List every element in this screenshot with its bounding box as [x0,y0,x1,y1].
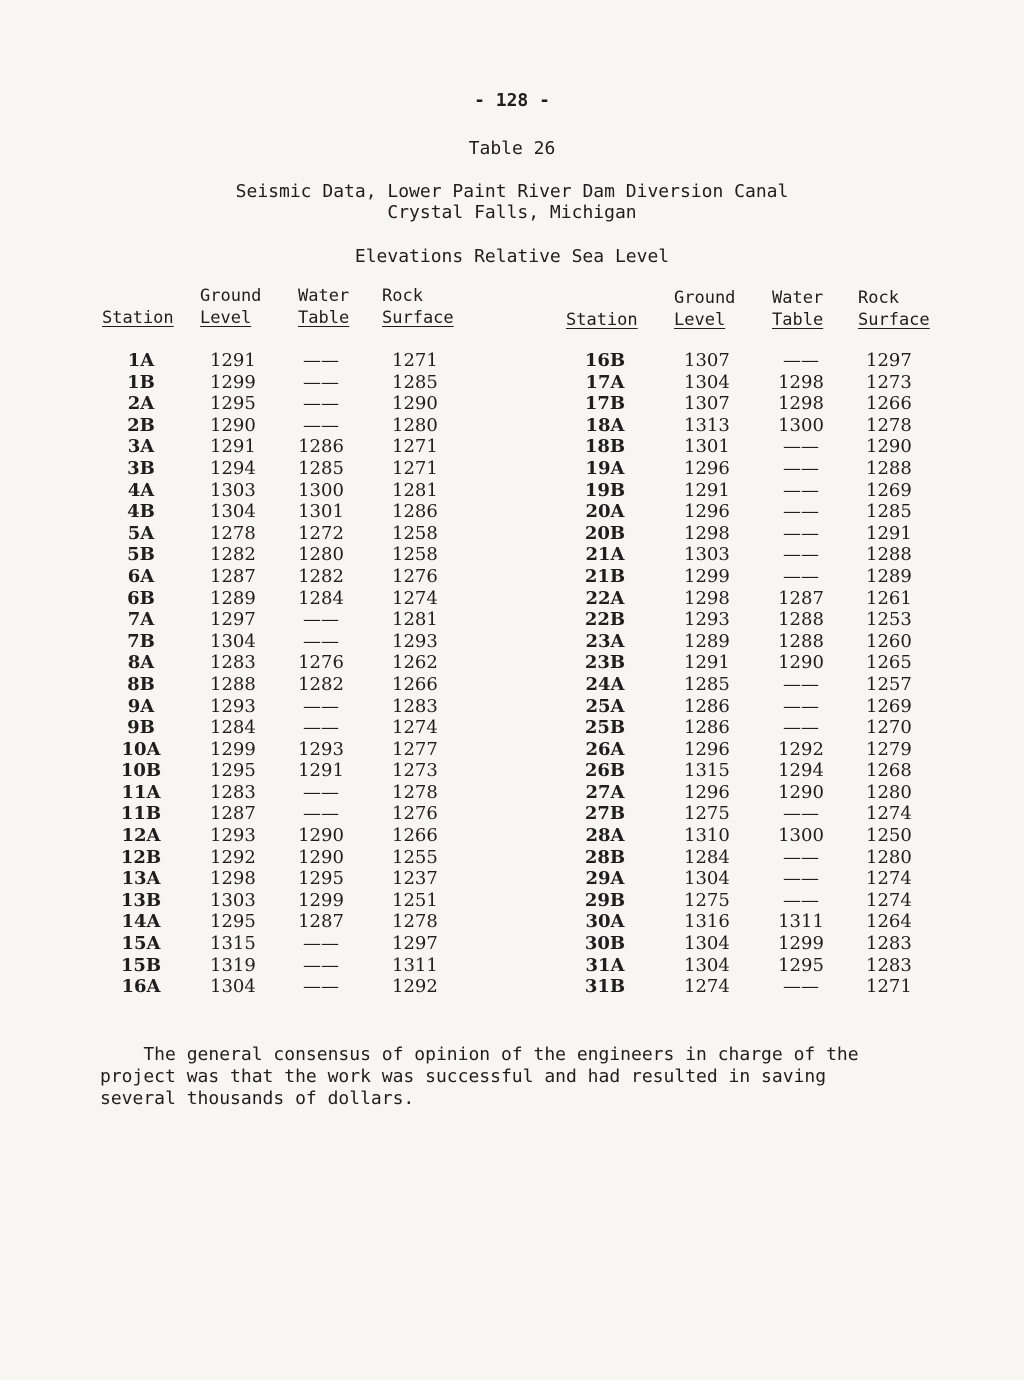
rock-surface-cell: 1266 [866,393,912,415]
rock-surface-cell: 1251 [392,889,438,911]
water-table-cell: —— [783,868,819,890]
water-table-cell: 1282 [298,673,344,695]
station-cell: 13A [121,868,161,890]
water-table-cell: —— [783,803,819,825]
ground-level-cell: 1275 [684,803,730,825]
station-cell: 4B [127,501,155,523]
station-cell: 21B [584,565,626,587]
station-cell: 24A [585,673,625,695]
header-rock-line1: Rock [382,286,423,306]
header-ground-line2: Level [200,308,252,328]
rock-surface-cell: 1273 [392,760,438,782]
ground-level-cell: 1296 [684,738,730,760]
station-cell: 13B [120,889,162,911]
ground-level-cell: 1299 [210,738,256,760]
water-table-cell: —— [783,976,819,998]
ground-level-cell: 1299 [210,371,256,393]
station-cell: 20B [584,522,626,544]
ground-level-cell: 1315 [210,933,256,955]
rock-surface-cell: 1285 [392,371,438,393]
station-cell: 17A [585,371,625,393]
ground-level-cell: 1301 [684,436,730,458]
rock-surface-cell: 1270 [866,717,912,739]
water-table-cell: —— [303,630,339,652]
water-table-cell: 1286 [298,436,344,458]
rock-surface-cell: 1266 [392,673,438,695]
ground-level-cell: 1298 [210,868,256,890]
water-table-cell: 1291 [298,760,344,782]
water-table-cell: 1295 [298,868,344,890]
water-table-cell: 1295 [778,954,824,976]
water-table-cell: —— [303,695,339,717]
ground-level-cell: 1295 [210,393,256,415]
water-table-cell: 1299 [778,933,824,955]
station-cell: 19B [584,479,626,501]
station-cell: 21A [585,544,625,566]
ground-level-cell: 1296 [684,457,730,479]
station-cell: 9B [127,717,155,739]
ground-level-cell: 1303 [684,544,730,566]
water-table-cell: —— [303,350,339,371]
water-table-cell: 1282 [298,565,344,587]
water-table-cell: —— [783,673,819,695]
ground-level-cell: 1292 [210,846,256,868]
rock-surface-cell: 1273 [866,371,912,393]
water-table-cell: 1290 [778,781,824,803]
station-cell: 22A [585,587,625,609]
station-cell: 12B [120,846,162,868]
water-table-cell: 1284 [298,587,344,609]
ground-level-cell: 1293 [684,609,730,631]
rock-surface-cell: 1257 [866,673,912,695]
station-cell: 6A [127,565,155,587]
ground-level-cell: 1304 [210,501,256,523]
rock-surface-cell: 1280 [866,846,912,868]
station-cell: 19A [585,457,625,479]
station-cell: 27A [585,781,625,803]
water-table-cell: 1287 [778,587,824,609]
station-cell: 10A [121,738,161,760]
header-ground-line2: Level [674,310,726,330]
station-cell: 20A [585,501,625,523]
closing-paragraph: The general consensus of opinion of the engineers in charge of the project was that the work was successful and had resulted in saving several thousands of dollars. [100,1044,859,1109]
water-table-cell: —— [783,436,819,458]
station-cell: 26A [585,738,625,760]
ground-level-cell: 1278 [210,522,256,544]
rock-surface-cell: 1269 [866,695,912,717]
water-table-cell: 1293 [298,738,344,760]
rock-surface-cell: 1264 [866,911,912,933]
ground-level-cell: 1283 [210,781,256,803]
water-table-cell: 1311 [778,911,824,933]
rock-surface-cell: 1292 [392,976,438,998]
station-cell: 26B [584,760,626,782]
water-table-cell: 1300 [778,825,824,847]
rock-surface-cell: 1268 [866,760,912,782]
station-cell: 22B [584,609,626,631]
rock-surface-cell: 1288 [866,544,912,566]
water-table-cell: —— [303,933,339,955]
water-table-cell: —— [303,803,339,825]
water-table-cell: —— [303,609,339,631]
station-cell: 8B [127,673,155,695]
rock-surface-cell: 1285 [866,501,912,523]
station-cell: 31A [585,954,625,976]
rock-surface-cell: 1281 [392,609,438,631]
ground-level-cell: 1307 [684,393,730,415]
page-number: - 128 - [474,90,550,111]
water-table-cell: 1299 [298,889,344,911]
station-cell: 11B [120,803,162,825]
water-table-cell: 1287 [298,911,344,933]
ground-level-cell: 1291 [210,436,256,458]
rock-surface-cell: 1277 [392,738,438,760]
rock-surface-cell: 1269 [866,479,912,501]
rock-surface-cell: 1283 [866,954,912,976]
station-cell: 4A [127,479,155,501]
rock-surface-cell: 1258 [392,522,438,544]
header-water-line2: Table [298,308,350,328]
ground-level-cell: 1293 [210,825,256,847]
water-table-cell: —— [783,457,819,479]
water-table-cell: 1280 [298,544,344,566]
rock-surface-cell: 1291 [866,522,912,544]
water-table-cell: 1290 [298,825,344,847]
water-table-cell: —— [783,479,819,501]
ground-level-cell: 1304 [684,868,730,890]
water-table-cell: —— [783,544,819,566]
station-cell: 7B [127,630,155,652]
water-table-cell: 1294 [778,760,824,782]
rock-surface-cell: 1253 [866,609,912,631]
station-cell: 15A [121,933,161,955]
table-title: Table 26 [468,138,556,159]
ground-level-cell: 1319 [210,954,256,976]
station-cell: 30B [584,933,626,955]
water-table-cell: —— [303,976,339,998]
station-cell: 9A [127,695,155,717]
rock-surface-cell: 1276 [392,803,438,825]
rock-surface-cell: 1311 [392,954,438,976]
rock-surface-cell: 1260 [866,630,912,652]
water-table-cell: —— [303,393,339,415]
water-table-cell: 1288 [778,630,824,652]
header-station: Station [102,308,174,328]
ground-level-cell: 1291 [684,479,730,501]
header-water-line2: Table [772,310,824,330]
water-table-cell: 1272 [298,522,344,544]
water-table-cell: 1292 [778,738,824,760]
ground-level-cell: 1287 [210,803,256,825]
rock-surface-cell: 1281 [392,479,438,501]
ground-level-cell: 1315 [684,760,730,782]
water-table-cell: 1301 [298,501,344,523]
ground-level-cell: 1307 [684,350,730,371]
rock-surface-cell: 1278 [392,911,438,933]
water-table-cell: 1298 [778,371,824,393]
station-cell: 31B [584,976,626,998]
station-cell: 25B [584,717,626,739]
water-table-cell: —— [303,371,339,393]
rock-surface-cell: 1283 [866,933,912,955]
station-cell: 12A [121,825,161,847]
station-cell: 29A [585,868,625,890]
rock-surface-cell: 1261 [866,587,912,609]
ground-level-cell: 1275 [684,889,730,911]
station-cell: 1B [127,371,155,393]
station-cell: 23B [584,652,626,674]
station-cell: 2A [127,393,155,415]
rock-surface-cell: 1288 [866,457,912,479]
elevation-note: Elevations Relative Sea Level [354,246,670,267]
ground-level-cell: 1283 [210,652,256,674]
ground-level-cell: 1316 [684,911,730,933]
rock-surface-cell: 1274 [866,803,912,825]
ground-level-cell: 1285 [684,673,730,695]
header-rock-line2: Surface [382,308,454,328]
water-table-cell: —— [303,954,339,976]
water-table-cell: —— [783,889,819,911]
station-cell: 3B [127,457,155,479]
rock-surface-cell: 1290 [392,393,438,415]
ground-level-cell: 1310 [684,825,730,847]
rock-surface-cell: 1274 [866,868,912,890]
ground-level-cell: 1290 [210,414,256,436]
ground-level-cell: 1288 [210,673,256,695]
ground-level-cell: 1303 [210,889,256,911]
rock-surface-cell: 1274 [392,717,438,739]
ground-level-cell: 1289 [684,630,730,652]
rock-surface-cell: 1237 [392,868,438,890]
rock-surface-cell: 1271 [392,350,438,371]
station-cell: 28A [585,825,625,847]
ground-level-cell: 1304 [210,630,256,652]
station-cell: 10B [120,760,162,782]
ground-level-cell: 1287 [210,565,256,587]
water-table-cell: —— [783,695,819,717]
water-table-cell: —— [783,522,819,544]
station-cell: 16A [121,976,161,998]
station-cell: 18A [585,414,625,436]
ground-level-cell: 1304 [684,933,730,955]
ground-level-cell: 1295 [210,760,256,782]
station-cell: 23A [585,630,625,652]
water-table-cell: 1290 [778,652,824,674]
ground-level-cell: 1282 [210,544,256,566]
rock-surface-cell: 1250 [866,825,912,847]
station-cell: 7A [127,609,155,631]
rock-surface-cell: 1258 [392,544,438,566]
header-ground-line1: Ground [200,286,262,306]
station-cell: 2B [127,414,155,436]
rock-surface-cell: 1283 [392,695,438,717]
ground-level-cell: 1313 [684,414,730,436]
rock-surface-cell: 1271 [392,436,438,458]
station-cell: 27B [584,803,626,825]
header-water-line1: Water [772,288,824,308]
water-table-cell: —— [303,717,339,739]
rock-surface-cell: 1262 [392,652,438,674]
ground-level-cell: 1297 [210,609,256,631]
rock-surface-cell: 1255 [392,846,438,868]
ground-level-cell: 1286 [684,717,730,739]
ground-level-cell: 1284 [684,846,730,868]
rock-surface-cell: 1297 [866,350,912,371]
header-rock-line1: Rock [858,288,899,308]
ground-level-cell: 1274 [684,976,730,998]
ground-level-cell: 1286 [684,695,730,717]
rock-surface-cell: 1271 [392,457,438,479]
water-table-cell: 1300 [298,479,344,501]
ground-level-cell: 1296 [684,781,730,803]
header-water-line1: Water [298,286,350,306]
station-cell: 6B [127,587,155,609]
water-table-cell: —— [303,414,339,436]
water-table-cell: —— [783,717,819,739]
rock-surface-cell: 1279 [866,738,912,760]
station-cell: 14A [121,911,161,933]
rock-surface-cell: 1286 [392,501,438,523]
ground-level-cell: 1304 [684,954,730,976]
ground-level-cell: 1289 [210,587,256,609]
water-table-cell: —— [783,565,819,587]
header-ground-line1: Ground [674,288,736,308]
rock-surface-cell: 1276 [392,565,438,587]
ground-level-cell: 1298 [684,522,730,544]
ground-level-cell: 1298 [684,587,730,609]
ground-level-cell: 1303 [210,479,256,501]
station-cell: 28B [584,846,626,868]
ground-level-cell: 1296 [684,501,730,523]
station-cell: 18B [584,436,626,458]
station-cell: 17B [584,393,626,415]
rock-surface-cell: 1266 [392,825,438,847]
ground-level-cell: 1293 [210,695,256,717]
water-table-cell: 1288 [778,609,824,631]
table-subtitle-line1: Seismic Data, Lower Paint River Dam Diversion Canal [235,181,789,202]
station-cell: 1A [127,350,155,371]
rock-surface-cell: 1274 [866,889,912,911]
station-cell: 15B [120,954,162,976]
water-table-cell: —— [783,350,819,371]
ground-level-cell: 1299 [684,565,730,587]
station-cell: 5A [127,522,155,544]
station-cell: 16B [584,350,626,371]
water-table-cell: 1285 [298,457,344,479]
rock-surface-cell: 1280 [866,781,912,803]
station-cell: 8A [127,652,155,674]
water-table-cell: —— [303,781,339,803]
rock-surface-cell: 1297 [392,933,438,955]
ground-level-cell: 1304 [684,371,730,393]
rock-surface-cell: 1293 [392,630,438,652]
rock-surface-cell: 1290 [866,436,912,458]
ground-level-cell: 1291 [684,652,730,674]
table-subtitle-line2: Crystal Falls, Michigan [387,202,637,223]
ground-level-cell: 1291 [210,350,256,371]
rock-surface-cell: 1274 [392,587,438,609]
rock-surface-cell: 1289 [866,565,912,587]
ground-level-cell: 1295 [210,911,256,933]
water-table-cell: 1276 [298,652,344,674]
station-cell: 25A [585,695,625,717]
ground-level-cell: 1294 [210,457,256,479]
ground-level-cell: 1284 [210,717,256,739]
water-table-cell: —— [783,501,819,523]
water-table-cell: 1290 [298,846,344,868]
water-table-cell: 1298 [778,393,824,415]
header-station: Station [566,310,638,330]
water-table-cell: —— [783,846,819,868]
rock-surface-cell: 1278 [392,781,438,803]
station-cell: 5B [127,544,155,566]
station-cell: 3A [127,436,155,458]
station-cell: 30A [585,911,625,933]
rock-surface-cell: 1280 [392,414,438,436]
rock-surface-cell: 1265 [866,652,912,674]
header-rock-line2: Surface [858,310,930,330]
rock-surface-cell: 1278 [866,414,912,436]
station-cell: 29B [584,889,626,911]
water-table-cell: 1300 [778,414,824,436]
rock-surface-cell: 1271 [866,976,912,998]
station-cell: 11A [121,781,161,803]
ground-level-cell: 1304 [210,976,256,998]
